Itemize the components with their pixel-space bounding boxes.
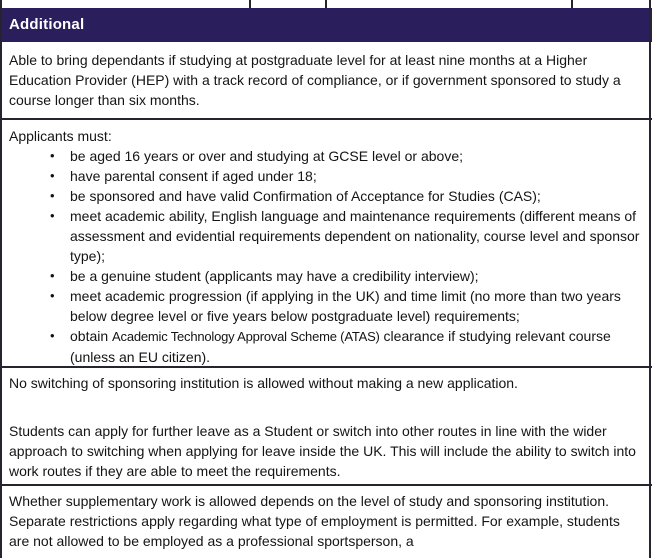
atas-text-narrow: Academic Technology Approval Scheme (ATAS) — [112, 329, 380, 344]
supplementary-work-cell — [0, 486, 652, 558]
work-para: Whether supplementary work is allowed depends on the level of study and sponsoring institution. Separate restrictions apply regarding what type of employment is permitted. For example, students are not allowed to be employed as a professional sportsperson, a — [9, 493, 620, 549]
list-item-atas — [50, 326, 640, 367]
dependants-cell — [0, 42, 652, 120]
list-item — [50, 186, 640, 206]
bullet-icon: • — [50, 148, 55, 163]
atas-text-pre: obtain — [70, 328, 113, 344]
section-header-additional — [0, 8, 652, 42]
table-right-border — [649, 0, 651, 558]
bullet-icon: • — [50, 208, 55, 223]
requirements-list — [9, 146, 640, 367]
list-item-text: be a genuine student (applicants may have a credibility interview); — [70, 268, 479, 284]
list-item-text: have parental consent if aged under 18; — [70, 168, 317, 184]
list-item — [50, 286, 640, 326]
list-item — [50, 146, 640, 166]
column-divider — [325, 0, 327, 8]
column-divider — [571, 0, 573, 8]
applicant-requirements-cell — [0, 120, 652, 368]
bullet-icon: • — [50, 168, 55, 183]
bullet-icon: • — [50, 188, 55, 203]
list-item-text: be sponsored and have valid Confirmation of Acceptance for Studies (CAS); — [70, 188, 541, 204]
list-item — [50, 266, 640, 286]
bullet-icon: • — [50, 328, 55, 343]
table-left-border — [0, 0, 2, 558]
switching-para-1: No switching of sponsoring institution is allowed without making a new application. — [9, 375, 518, 391]
atas-text-post: clearance if studying relevant course (unless an EU citizen). — [70, 328, 611, 365]
section-title: Additional — [9, 16, 85, 33]
list-item-text: be aged 16 years or over and studying at GCSE level or above; — [70, 148, 464, 164]
dependants-text: Able to bring dependants if studying at postgraduate level for at least nine months at a Higher Education Provider (HEP) with a track record of compliance, or if government sponsored to study a course longer than six months. — [9, 52, 621, 108]
list-item-text: meet academic progression (if applying in the UK) and time limit (no more than two years below degree level or five years below postgraduate level) requirements; — [70, 288, 621, 324]
list-item — [50, 166, 640, 186]
applicants-intro: Applicants must: — [9, 128, 112, 144]
bullet-icon: • — [50, 288, 55, 303]
list-item-text: meet academic ability, English language and maintenance requirements (different means of assessment and evidential requirements dependent on nationality, course level and sponsor type); — [70, 208, 640, 264]
bullet-icon: • — [50, 268, 55, 283]
list-item — [50, 206, 640, 266]
switching-para-2: Students can apply for further leave as a Student or switch into other routes in line with the wider approach to switching when applying for leave inside the UK. This will include the ability to switch into work routes if they are able to meet the requirements. — [9, 423, 636, 479]
switching-rules-cell — [0, 368, 652, 486]
previous-row-sliver — [0, 0, 652, 8]
column-divider — [249, 0, 251, 8]
